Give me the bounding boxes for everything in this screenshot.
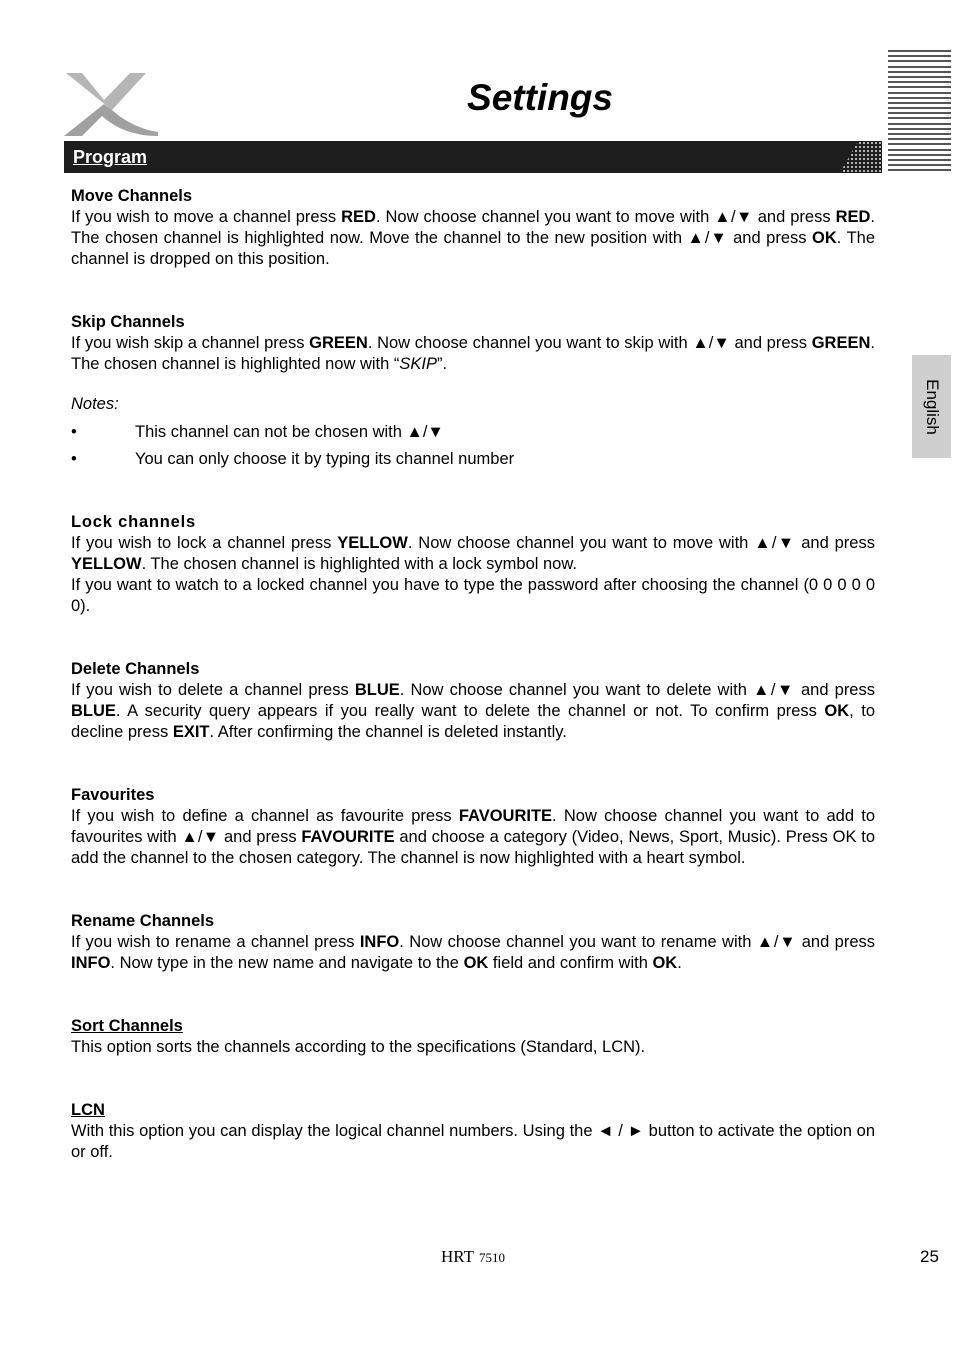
section-rename-channels: [71, 911, 875, 974]
notes-label: Notes:: [71, 395, 119, 413]
skip-channels-text: If you wish skip a channel press GREEN. Now choose channel you want to skip with ▲/▼ and press GREEN. The chosen channel is highlighted now with “SKIP”.: [71, 334, 875, 373]
language-label: English: [922, 378, 942, 435]
heading-skip-channels: Skip Channels: [71, 313, 185, 331]
rename-channels-text: If you wish to rename a channel press INFO. Now choose channel you want to rename with ▲/▼ and press INFO. Now type in the new name and navigate to the OK field and confirm with OK.: [71, 933, 875, 972]
list-item: • This channel can not be chosen with ▲/▼: [71, 423, 444, 441]
language-tab: [912, 355, 951, 458]
page-number: 25: [920, 1247, 939, 1266]
heading-rename-channels: Rename Channels: [71, 912, 215, 930]
notes-list: [71, 422, 875, 476]
sort-channels-text: This option sorts the channels according to the specifications (Standard, LCN).: [71, 1038, 646, 1056]
delete-channels-text: If you wish to delete a channel press BLUE. Now choose channel you want to delete with ▲/▼ and press BLUE. A security query appears if you really want to delete the channel or not. To confirm press OK, to decline press EXIT. After confirming the channel is deleted instantly.: [71, 681, 875, 741]
heading-move-channels: Move Channels: [71, 187, 193, 205]
heading-lcn: LCN: [71, 1101, 105, 1119]
section-header-bar: [64, 141, 882, 173]
lcn-text: With this option you can display the logical channel numbers. Using the ◄ / ► button to activate the option on or off.: [71, 1122, 875, 1161]
section-skip-channels: [71, 312, 875, 476]
heading-lock-channels: Lock channels: [71, 513, 197, 531]
heading-favourites: Favourites: [71, 786, 155, 804]
heading-delete-channels: Delete Channels: [71, 660, 200, 678]
lock-channels-text: If you wish to lock a channel press YELLOW. Now choose channel you want to move with ▲/▼ and press YELLOW. The chosen channel is highlighted with a lock symbol now.: [71, 534, 875, 573]
dot-pattern-icon: [838, 141, 882, 173]
section-header-label: Program: [73, 147, 148, 167]
section-lock-channels: [71, 512, 875, 617]
page-content: [71, 186, 875, 1163]
section-move-channels: [71, 186, 875, 270]
favourites-text: If you wish to define a channel as favourite press FAVOURITE. Now choose channel you want to add to favourites with ▲/▼ and press FAVOURITE and choose a category (Video, News, Sport, Music). Press OK to add the channel to the chosen category. The channel is now highlighted with a heart symbol.: [71, 807, 876, 867]
heading-sort-channels: Sort Channels: [71, 1017, 183, 1035]
section-sort-channels: [71, 1016, 875, 1058]
lock-channels-password-text: If you want to watch to a locked channel you have to type the password after choosing the channel (0 0 0 0 0 0).: [71, 576, 875, 615]
decorative-stripes: [888, 50, 951, 178]
page-title: Settings: [467, 77, 613, 118]
section-lcn: [71, 1100, 875, 1163]
section-favourites: [71, 785, 875, 869]
footer-model-name: HRT 7510: [441, 1247, 505, 1266]
section-delete-channels: [71, 659, 875, 743]
move-channels-text: If you wish to move a channel press RED. Now choose channel you want to move with ▲/▼ and press RED. The chosen channel is highlighted now. Move the channel to the new position with ▲/▼ and press OK. The channel is dropped on this position.: [71, 208, 876, 268]
list-item: • You can only choose it by typing its channel number: [71, 450, 515, 468]
